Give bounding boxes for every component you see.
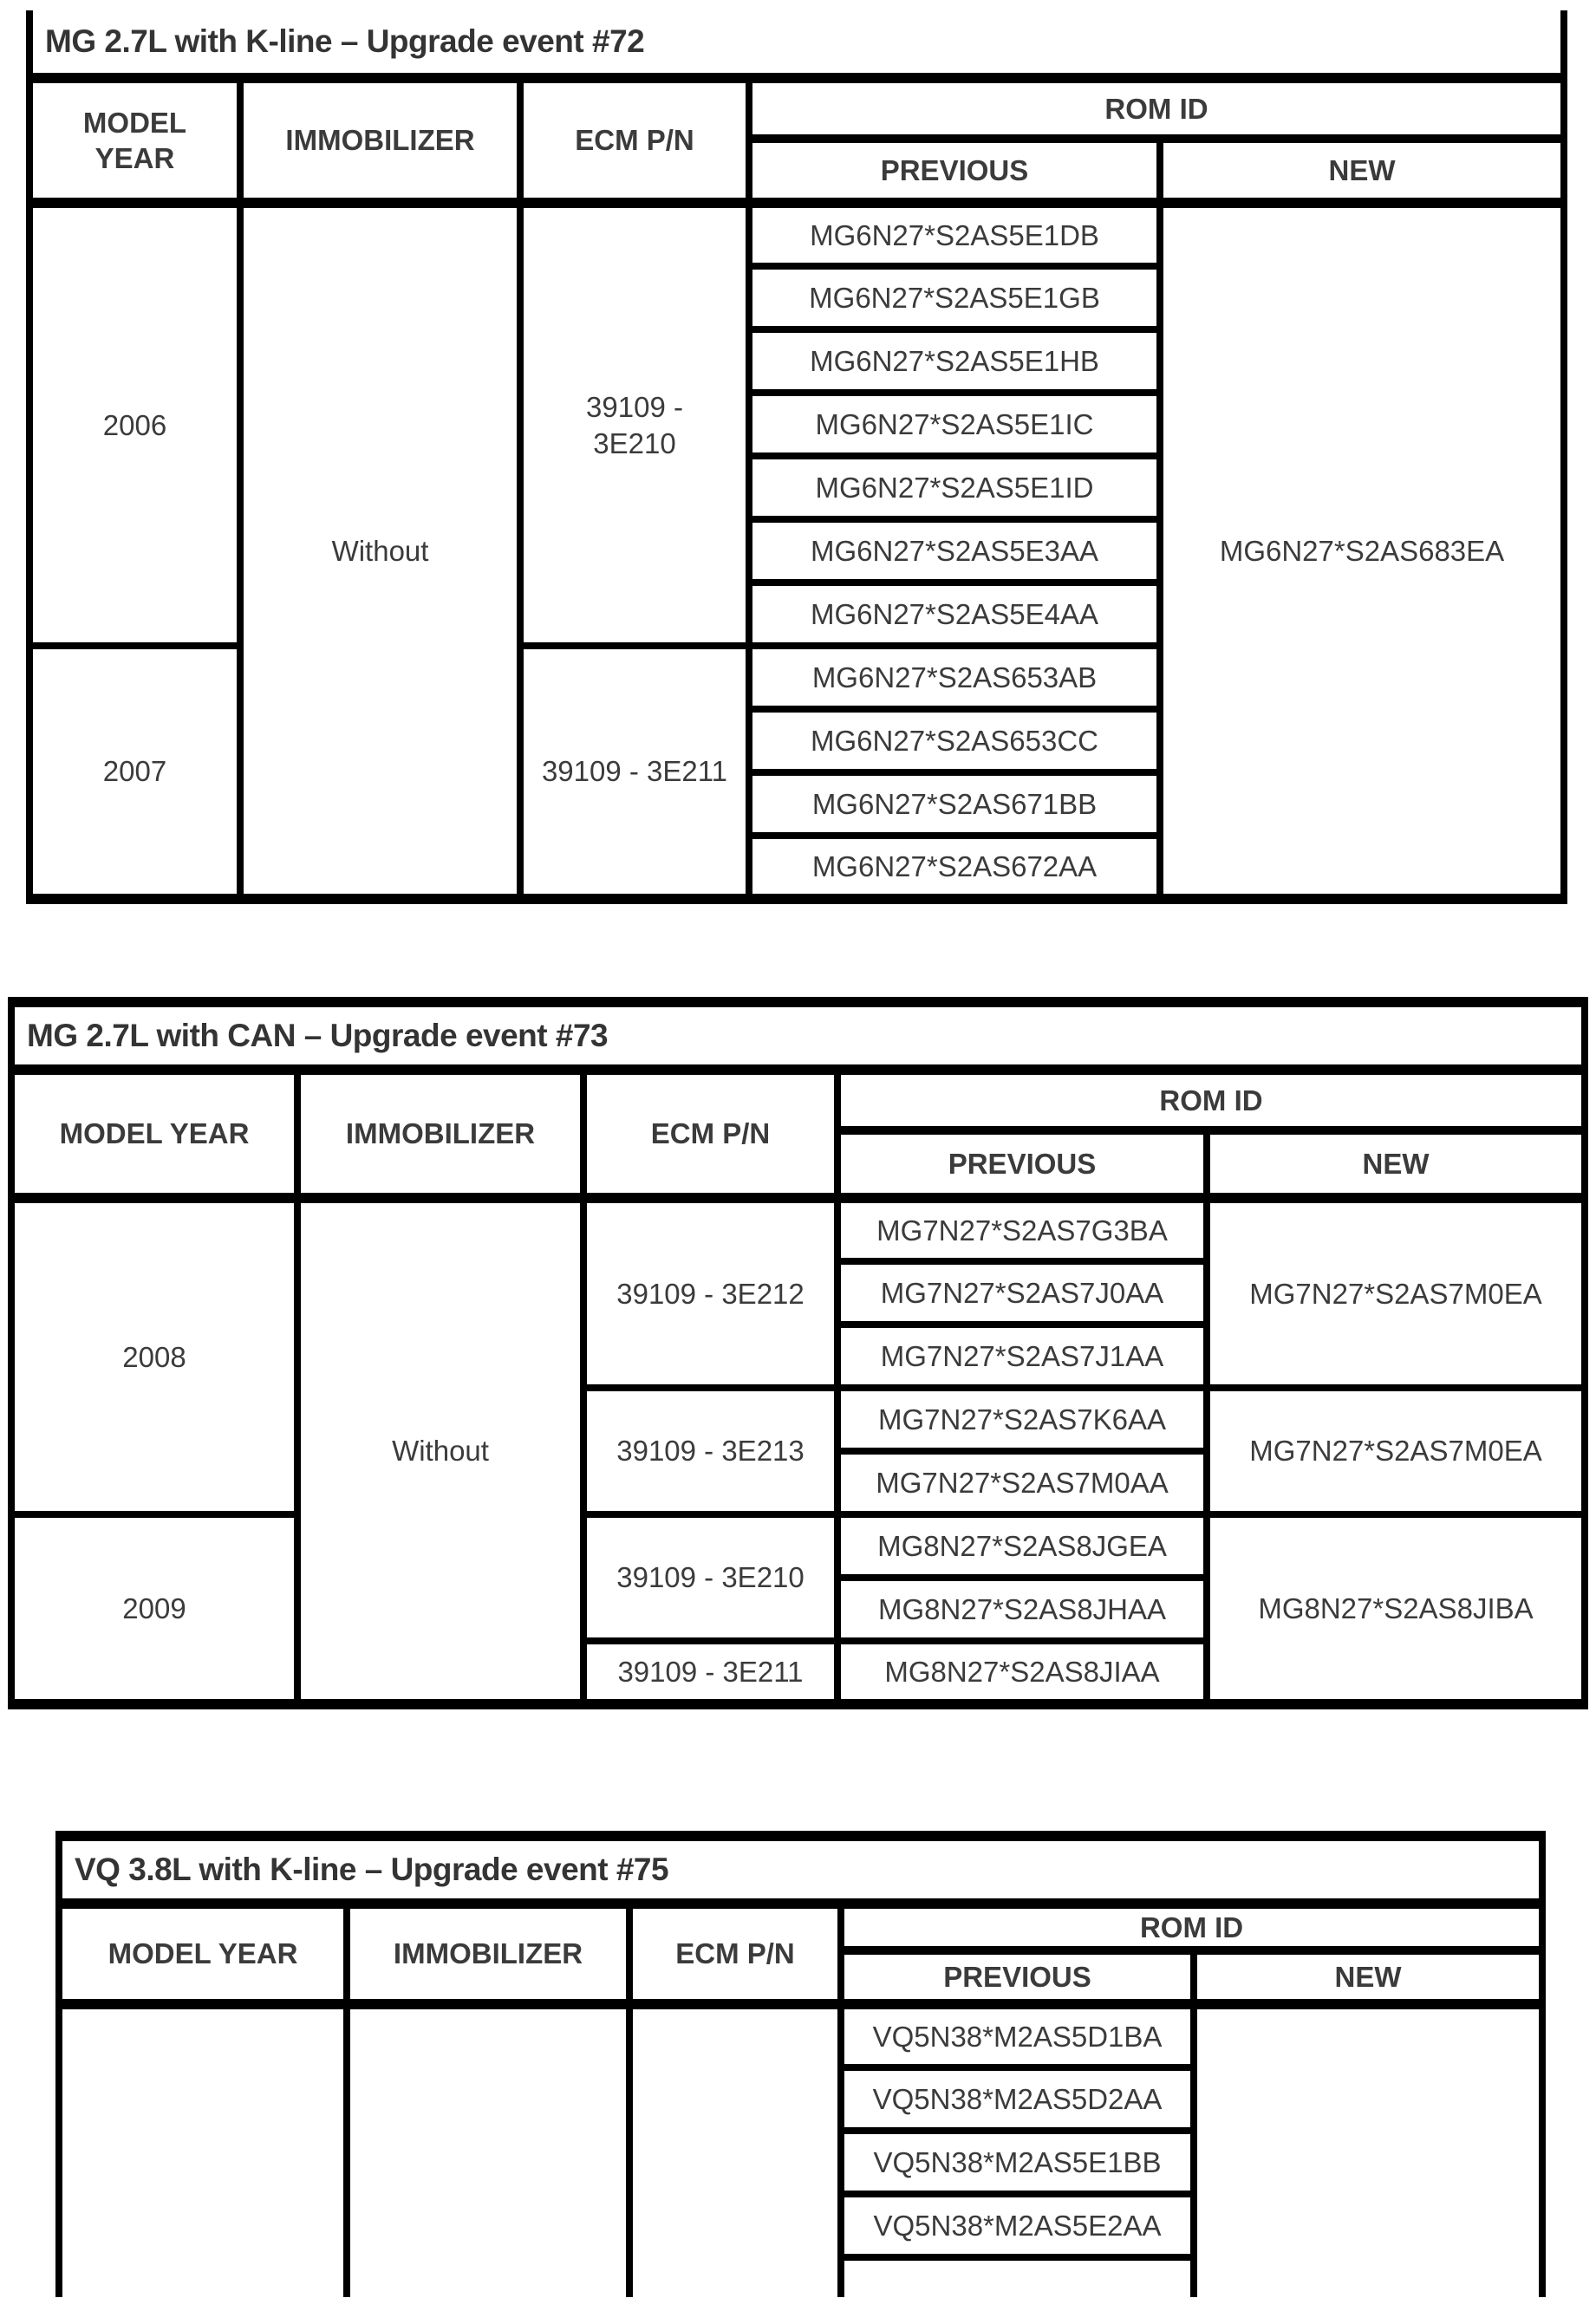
- header-model-year: MODEL YEAR: [29, 78, 240, 203]
- cell-new-rom: MG8N27*S2AS8JIBA: [1207, 1514, 1585, 1704]
- cell-ecm-pn: 39109 - 3E211: [583, 1641, 837, 1704]
- cell-previous-rom: VQ5N38*M2AS5E1BB: [841, 2131, 1194, 2194]
- cell-new-rom: MG7N27*S2AS7M0EA: [1207, 1198, 1585, 1388]
- cell-previous-rom: MG7N27*S2AS7K6AA: [837, 1388, 1207, 1451]
- header-previous: PREVIOUS: [837, 1130, 1207, 1198]
- cell-ecm-pn: 39109 - 3E210: [583, 1514, 837, 1641]
- cell-previous-rom-empty: [841, 2257, 1194, 2297]
- cell-previous-rom: MG7N27*S2AS7G3BA: [837, 1198, 1207, 1261]
- cell-immobilizer: Without: [240, 203, 520, 899]
- cell-previous-rom: MG7N27*S2AS7J0AA: [837, 1261, 1207, 1325]
- cell-previous-rom: MG7N27*S2AS7J1AA: [837, 1325, 1207, 1388]
- upgrade-table-72: [26, 10, 1560, 904]
- header-new: NEW: [1194, 1950, 1542, 2004]
- header-rom-id: ROM ID: [837, 1070, 1585, 1130]
- header-ecm-pn: ECM P/N: [520, 78, 749, 203]
- cell-model-year: 2006: [29, 203, 240, 646]
- header-model-year: MODEL YEAR: [11, 1070, 297, 1198]
- upgrade-table-72-grid: [26, 10, 1567, 904]
- cell-model-year-empty: [59, 2004, 347, 2297]
- cell-previous-rom: MG8N27*S2AS8JIAA: [837, 1641, 1207, 1704]
- cell-ecm-pn-empty: [629, 2004, 841, 2297]
- cell-previous-rom: MG6N27*S2AS672AA: [749, 836, 1160, 899]
- header-immobilizer: IMMOBILIZER: [240, 78, 520, 203]
- cell-immobilizer-empty: [347, 2004, 629, 2297]
- cell-previous-rom: MG8N27*S2AS8JGEA: [837, 1514, 1207, 1578]
- cell-ecm-pn: 39109 - 3E211: [520, 646, 749, 899]
- cell-ecm-pn: 39109 - 3E210: [520, 203, 749, 646]
- table-title: VQ 3.8L with K-line – Upgrade event #75: [59, 1836, 1542, 1904]
- cell-ecm-pn: 39109 - 3E213: [583, 1388, 837, 1514]
- header-rom-id: ROM ID: [841, 1904, 1542, 1950]
- cell-new-rom-empty: [1194, 2004, 1542, 2297]
- header-previous: PREVIOUS: [749, 139, 1160, 203]
- cell-previous-rom: VQ5N38*M2AS5D2AA: [841, 2067, 1194, 2131]
- cell-previous-rom: MG8N27*S2AS8JHAA: [837, 1578, 1207, 1641]
- header-rom-id: ROM ID: [749, 78, 1564, 139]
- cell-previous-rom: MG6N27*S2AS5E1DB: [749, 203, 1160, 266]
- cell-previous-rom: MG6N27*S2AS653CC: [749, 709, 1160, 772]
- header-ecm-pn: ECM P/N: [583, 1070, 837, 1198]
- cell-previous-rom: VQ5N38*M2AS5E2AA: [841, 2194, 1194, 2257]
- cell-previous-rom: MG6N27*S2AS5E1ID: [749, 456, 1160, 519]
- cell-new-rom: MG7N27*S2AS7M0EA: [1207, 1388, 1585, 1514]
- table-title: MG 2.7L with CAN – Upgrade event #73: [11, 1002, 1585, 1070]
- cell-previous-rom: VQ5N38*M2AS5D1BA: [841, 2004, 1194, 2067]
- cell-previous-rom: MG6N27*S2AS671BB: [749, 772, 1160, 836]
- upgrade-table-75: [55, 1831, 1539, 2297]
- cell-new-rom: MG6N27*S2AS683EA: [1160, 203, 1564, 899]
- upgrade-table-73-grid: [8, 997, 1588, 1709]
- header-model-year: MODEL YEAR: [59, 1904, 347, 2004]
- table-title: MG 2.7L with K-line – Upgrade event #72: [29, 10, 1564, 78]
- cell-previous-rom: MG6N27*S2AS5E1IC: [749, 393, 1160, 456]
- cell-model-year: 2007: [29, 646, 240, 899]
- upgrade-table-75-grid: [55, 1831, 1546, 2297]
- header-ecm-pn: ECM P/N: [629, 1904, 841, 2004]
- cell-immobilizer: Without: [297, 1198, 583, 1704]
- upgrade-table-73: [8, 997, 1581, 1709]
- header-new: NEW: [1207, 1130, 1585, 1198]
- cell-ecm-pn: 39109 - 3E212: [583, 1198, 837, 1388]
- header-new: NEW: [1160, 139, 1564, 203]
- header-immobilizer: IMMOBILIZER: [297, 1070, 583, 1198]
- cell-previous-rom: MG6N27*S2AS5E4AA: [749, 583, 1160, 646]
- cell-model-year: 2008: [11, 1198, 297, 1514]
- header-previous: PREVIOUS: [841, 1950, 1194, 2004]
- cell-previous-rom: MG6N27*S2AS5E1GB: [749, 266, 1160, 329]
- header-immobilizer: IMMOBILIZER: [347, 1904, 629, 2004]
- cell-previous-rom: MG6N27*S2AS5E1HB: [749, 329, 1160, 393]
- cell-previous-rom: MG7N27*S2AS7M0AA: [837, 1451, 1207, 1514]
- cell-previous-rom: MG6N27*S2AS5E3AA: [749, 519, 1160, 583]
- cell-model-year: 2009: [11, 1514, 297, 1704]
- cell-previous-rom: MG6N27*S2AS653AB: [749, 646, 1160, 709]
